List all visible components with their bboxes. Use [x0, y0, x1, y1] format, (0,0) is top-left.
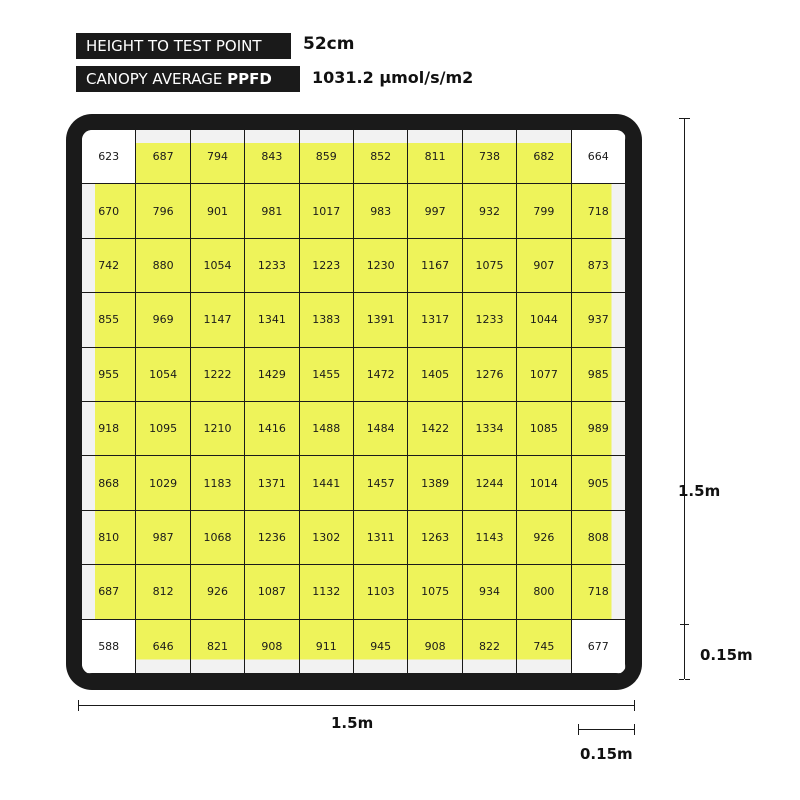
heatmap-cell: 926 — [517, 511, 571, 565]
heatmap-cell: 623 — [82, 130, 136, 184]
heatmap-cell: 646 — [136, 620, 190, 674]
heatmap-cell: 908 — [245, 620, 299, 674]
cell-width-left-tick — [578, 724, 579, 735]
heatmap-cell: 1391 — [354, 293, 408, 347]
heatmap-cell: 932 — [463, 184, 517, 238]
heatmap-cell: 1422 — [408, 402, 462, 456]
heatmap-cell: 1416 — [245, 402, 299, 456]
heatmap-cell: 1068 — [191, 511, 245, 565]
heatmap-cell: 911 — [300, 620, 354, 674]
heatmap-cell: 796 — [136, 184, 190, 238]
heatmap-cell: 1075 — [463, 239, 517, 293]
heatmap-cell: 718 — [572, 565, 626, 619]
heatmap-cell: 664 — [572, 130, 626, 184]
heatmap-cell: 981 — [245, 184, 299, 238]
heatmap-cell: 1302 — [300, 511, 354, 565]
heatmap-cell: 682 — [517, 130, 571, 184]
heatmap-cell: 1147 — [191, 293, 245, 347]
heatmap-cell: 1017 — [300, 184, 354, 238]
ppfd-label — [76, 66, 300, 92]
heatmap-cell: 811 — [408, 130, 462, 184]
heatmap-cell: 821 — [191, 620, 245, 674]
width-dimension-label: 1.5m — [331, 714, 374, 732]
cell-height-top-tick — [680, 624, 689, 625]
heatmap-cell: 1263 — [408, 511, 462, 565]
heatmap-cell: 812 — [136, 565, 190, 619]
heatmap-cell: 718 — [572, 184, 626, 238]
heatmap-cell: 1183 — [191, 456, 245, 510]
heatmap-cell: 855 — [82, 293, 136, 347]
heatmap-cell: 859 — [300, 130, 354, 184]
cell-height-line — [684, 624, 685, 679]
cell-height-label: 0.15m — [700, 646, 753, 664]
heatmap-cell: 997 — [408, 184, 462, 238]
heatmap-cell: 1383 — [300, 293, 354, 347]
heatmap-cell: 901 — [191, 184, 245, 238]
heatmap-cell: 1044 — [517, 293, 571, 347]
heatmap-cell: 1341 — [245, 293, 299, 347]
heatmap-cell: 1143 — [463, 511, 517, 565]
heatmap-cell: 1488 — [300, 402, 354, 456]
heatmap-cell: 985 — [572, 348, 626, 402]
heatmap-cell: 687 — [136, 130, 190, 184]
cell-width-label: 0.15m — [580, 745, 633, 763]
heatmap-cell: 1405 — [408, 348, 462, 402]
heatmap-cell: 989 — [572, 402, 626, 456]
heatmap-cell: 1222 — [191, 348, 245, 402]
cell-width-line — [578, 729, 635, 730]
heatmap-cell: 1233 — [245, 239, 299, 293]
width-dimension-left-tick — [78, 700, 79, 711]
heatmap-cell: 934 — [463, 565, 517, 619]
heatmap-cell: 794 — [191, 130, 245, 184]
heatmap-cell: 1484 — [354, 402, 408, 456]
height-value: 52cm — [303, 34, 355, 54]
ppfd-heatmap-grid — [82, 130, 626, 674]
width-dimension-right-tick — [634, 700, 635, 711]
heatmap-cell: 799 — [517, 184, 571, 238]
heatmap-cell: 905 — [572, 456, 626, 510]
heatmap-cell: 868 — [82, 456, 136, 510]
heatmap-cell: 908 — [408, 620, 462, 674]
height-label — [76, 33, 291, 59]
heatmap-cell: 1223 — [300, 239, 354, 293]
heatmap-cell: 1095 — [136, 402, 190, 456]
heatmap-cell: 1311 — [354, 511, 408, 565]
heatmap-cell: 588 — [82, 620, 136, 674]
heatmap-cell: 1455 — [300, 348, 354, 402]
heatmap-cell: 955 — [82, 348, 136, 402]
heatmap-cell: 880 — [136, 239, 190, 293]
height-dimension-line — [684, 118, 685, 680]
heatmap-cell: 1014 — [517, 456, 571, 510]
heatmap-cell: 969 — [136, 293, 190, 347]
heatmap-cell: 1429 — [245, 348, 299, 402]
heatmap-cell: 918 — [82, 402, 136, 456]
width-dimension-line — [78, 705, 635, 706]
heatmap-cell: 937 — [572, 293, 626, 347]
height-dimension-top-tick — [679, 118, 690, 119]
heatmap-cell: 983 — [354, 184, 408, 238]
heatmap-cell: 945 — [354, 620, 408, 674]
cell-width-right-tick — [634, 724, 635, 735]
heatmap-cell: 808 — [572, 511, 626, 565]
heatmap-cell: 1054 — [136, 348, 190, 402]
heatmap-cell: 1371 — [245, 456, 299, 510]
heatmap-cell: 1236 — [245, 511, 299, 565]
canopy-area — [82, 130, 626, 674]
heatmap-cell: 1317 — [408, 293, 462, 347]
heatmap-cell: 1077 — [517, 348, 571, 402]
heatmap-cell: 1441 — [300, 456, 354, 510]
heatmap-cell: 1103 — [354, 565, 408, 619]
ppfd-label-bold: PPFD — [227, 70, 272, 88]
heatmap-cell: 1472 — [354, 348, 408, 402]
heatmap-cell: 677 — [572, 620, 626, 674]
heatmap-cell: 852 — [354, 130, 408, 184]
heatmap-cell: 1087 — [245, 565, 299, 619]
heatmap-cell: 742 — [82, 239, 136, 293]
heatmap-cell: 800 — [517, 565, 571, 619]
heatmap-cell: 810 — [82, 511, 136, 565]
heatmap-cell: 1054 — [191, 239, 245, 293]
heatmap-cell: 1230 — [354, 239, 408, 293]
heatmap-cell: 687 — [82, 565, 136, 619]
tent-frame — [66, 114, 642, 690]
heatmap-cell: 745 — [517, 620, 571, 674]
ppfd-label-prefix: CANOPY AVERAGE — [86, 70, 228, 88]
heatmap-cell: 1132 — [300, 565, 354, 619]
heatmap-cell: 1244 — [463, 456, 517, 510]
heatmap-cell: 1334 — [463, 402, 517, 456]
heatmap-cell: 1029 — [136, 456, 190, 510]
heatmap-cell: 843 — [245, 130, 299, 184]
height-label-text: HEIGHT TO TEST POINT — [86, 37, 262, 55]
heatmap-cell: 1389 — [408, 456, 462, 510]
heatmap-cell: 1075 — [408, 565, 462, 619]
height-dimension-label: 1.5m — [678, 482, 721, 500]
heatmap-cell: 822 — [463, 620, 517, 674]
heatmap-cell: 1167 — [408, 239, 462, 293]
heatmap-cell: 1457 — [354, 456, 408, 510]
heatmap-cell: 926 — [191, 565, 245, 619]
heatmap-cell: 907 — [517, 239, 571, 293]
heatmap-cell: 1276 — [463, 348, 517, 402]
heatmap-cell: 1210 — [191, 402, 245, 456]
heatmap-cell: 1085 — [517, 402, 571, 456]
ppfd-value: 1031.2 µmol/s/m2 — [312, 68, 474, 87]
heatmap-cell: 987 — [136, 511, 190, 565]
heatmap-cell: 1233 — [463, 293, 517, 347]
heatmap-cell: 738 — [463, 130, 517, 184]
heatmap-cell: 873 — [572, 239, 626, 293]
heatmap-cell: 670 — [82, 184, 136, 238]
